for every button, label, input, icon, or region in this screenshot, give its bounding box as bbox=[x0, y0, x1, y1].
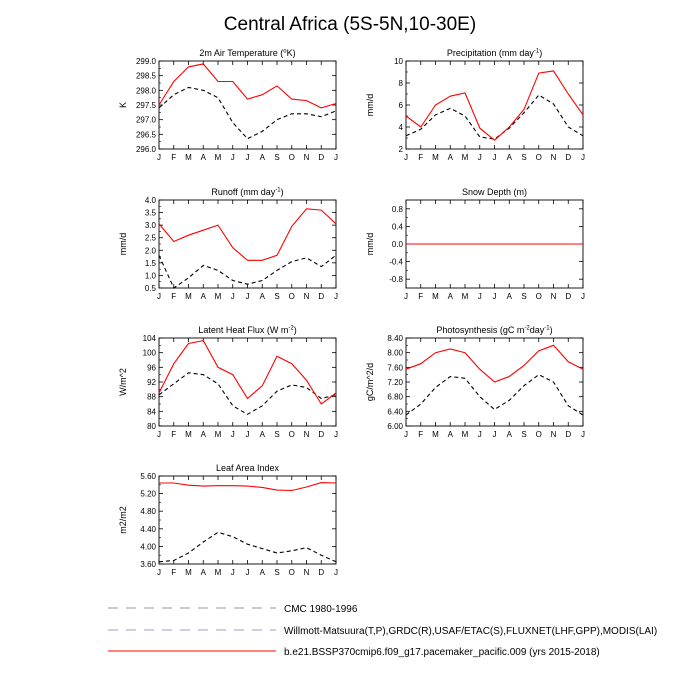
panel-title-part: -2 bbox=[524, 325, 530, 332]
ytick-label: 100 bbox=[142, 348, 156, 358]
xtick-label: O bbox=[288, 568, 295, 577]
xtick-label: F bbox=[171, 153, 177, 162]
xtick-label: J bbox=[581, 153, 585, 162]
series-line-model bbox=[406, 345, 583, 382]
ytick-label: 2.0 bbox=[144, 246, 156, 256]
ylabel: m2/m2 bbox=[118, 506, 128, 534]
xtick-label: J bbox=[230, 153, 235, 162]
xtick-label: N bbox=[550, 292, 557, 301]
ytick-label: 3.5 bbox=[144, 208, 156, 218]
panel-title-part: ) bbox=[539, 48, 543, 58]
xtick-label: A bbox=[506, 430, 512, 439]
ytick-label: 0.8 bbox=[391, 204, 403, 214]
ytick-label: 299.0 bbox=[135, 57, 156, 66]
xtick-label: S bbox=[521, 153, 527, 162]
ytick-label: 4.80 bbox=[140, 507, 156, 517]
xtick-label: O bbox=[535, 430, 542, 439]
xtick-label: O bbox=[288, 292, 295, 301]
series-line-model bbox=[159, 483, 336, 491]
xtick-label: A bbox=[259, 430, 265, 439]
ytick-label: 296.5 bbox=[135, 130, 156, 140]
xtick-label: D bbox=[318, 430, 325, 439]
xtick-label: O bbox=[288, 153, 295, 162]
xtick-label: J bbox=[157, 153, 161, 162]
xtick-label: D bbox=[318, 292, 325, 301]
xtick-label: A bbox=[200, 292, 206, 301]
legend-label: CMC 1980-1996 bbox=[284, 604, 358, 615]
panel-1 bbox=[365, 48, 585, 162]
panel-title-part: -1 bbox=[544, 325, 550, 332]
xtick-label: S bbox=[274, 153, 280, 162]
xtick-label: J bbox=[245, 568, 250, 577]
series-line-model bbox=[406, 71, 583, 140]
xtick-label: F bbox=[418, 153, 424, 162]
panel-title-part: Photosynthesis (gC m bbox=[436, 325, 525, 335]
series-line-obs bbox=[159, 532, 336, 562]
panel-title bbox=[447, 48, 542, 58]
ytick-label: 1.5 bbox=[144, 258, 156, 268]
xtick-label: M bbox=[214, 430, 222, 439]
xtick-label: O bbox=[288, 430, 295, 439]
ylabel: K bbox=[118, 101, 128, 109]
plot-frame bbox=[406, 61, 583, 149]
xtick-label: J bbox=[492, 430, 497, 439]
xtick-label: N bbox=[303, 153, 310, 162]
series-line-obs bbox=[406, 375, 583, 415]
ytick-label: 10 bbox=[394, 57, 403, 66]
panel-title bbox=[436, 325, 552, 335]
xtick-label: S bbox=[521, 292, 527, 301]
ytick-label: 4.40 bbox=[140, 524, 156, 534]
xtick-label: A bbox=[447, 292, 453, 301]
ytick-label: 0.5 bbox=[144, 284, 156, 293]
ytick-label: 88 bbox=[147, 392, 156, 402]
ylabel: mm/d bbox=[365, 93, 375, 117]
xtick-label: D bbox=[565, 292, 572, 301]
xtick-label: J bbox=[477, 430, 482, 439]
ytick-label: 7.60 bbox=[387, 363, 403, 373]
panel-title bbox=[216, 463, 280, 473]
xtick-label: J bbox=[245, 430, 250, 439]
xtick-label: J bbox=[230, 568, 235, 577]
series-line-model bbox=[159, 209, 336, 260]
xtick-label: J bbox=[245, 292, 250, 301]
panel-title-part: Snow Depth (m) bbox=[461, 187, 528, 197]
series-line-obs bbox=[159, 87, 336, 138]
ytick-label: 96 bbox=[147, 363, 156, 373]
xtick-label: M bbox=[185, 568, 192, 577]
ytick-label: 298.0 bbox=[135, 86, 156, 96]
xtick-label: D bbox=[318, 153, 325, 162]
xtick-label: M bbox=[461, 430, 469, 439]
series-line-model bbox=[159, 341, 336, 404]
xtick-label: J bbox=[334, 153, 338, 162]
xtick-label: J bbox=[404, 292, 408, 301]
panels bbox=[118, 48, 585, 577]
xtick-label: F bbox=[418, 430, 424, 439]
ytick-label: -0.4 bbox=[389, 257, 403, 267]
ytick-label: 298.5 bbox=[135, 71, 156, 81]
panel-title-part: -1 bbox=[275, 187, 281, 194]
panel-title-part: o bbox=[283, 48, 287, 55]
ytick-label: 4.0 bbox=[144, 196, 156, 205]
xtick-label: A bbox=[259, 568, 265, 577]
xtick-label: S bbox=[274, 568, 280, 577]
ytick-label: 5.60 bbox=[140, 472, 156, 481]
panel-title-part: ) bbox=[293, 325, 297, 335]
xtick-label: F bbox=[171, 292, 177, 301]
legend bbox=[108, 604, 657, 658]
xtick-label: M bbox=[185, 153, 192, 162]
xtick-label: J bbox=[581, 292, 585, 301]
xtick-label: O bbox=[535, 153, 542, 162]
xtick-label: A bbox=[200, 568, 206, 577]
panel-2 bbox=[118, 187, 338, 301]
xtick-label: A bbox=[506, 292, 512, 301]
panel-5 bbox=[365, 325, 585, 439]
panel-title-part: ) bbox=[549, 325, 553, 335]
panel-0 bbox=[118, 48, 338, 162]
panel-title-part: Runoff (mm day bbox=[211, 187, 276, 197]
plot-frame bbox=[159, 61, 336, 149]
xtick-label: M bbox=[185, 292, 192, 301]
ytick-label: 6.00 bbox=[387, 422, 403, 431]
ytick-label: 0.0 bbox=[391, 240, 403, 249]
ytick-label: 104 bbox=[142, 334, 156, 343]
xtick-label: N bbox=[303, 568, 310, 577]
xtick-label: F bbox=[171, 430, 177, 439]
ytick-label: 80 bbox=[147, 422, 156, 431]
legend-label: b.e21.BSSP370cmip6.f09_g17.pacemaker_pacific.009 (yrs 2015-2018) bbox=[284, 647, 600, 658]
series-line-obs bbox=[406, 95, 583, 139]
xtick-label: J bbox=[477, 292, 482, 301]
panel-title bbox=[462, 187, 527, 197]
xtick-label: A bbox=[259, 153, 265, 162]
xtick-label: A bbox=[200, 153, 206, 162]
xtick-label: J bbox=[477, 153, 482, 162]
ytick-label: 0.4 bbox=[391, 222, 403, 232]
xtick-label: S bbox=[521, 430, 527, 439]
xtick-label: N bbox=[550, 153, 557, 162]
ytick-label: 8.00 bbox=[387, 348, 403, 358]
xtick-label: M bbox=[432, 292, 439, 301]
panel-title-part: 2m Air Temperature ( bbox=[199, 48, 284, 58]
ytick-label: 2.5 bbox=[144, 233, 156, 243]
xtick-label: J bbox=[157, 568, 161, 577]
xtick-label: A bbox=[447, 430, 453, 439]
ylabel: mm/d bbox=[118, 232, 128, 256]
ytick-label: 4.00 bbox=[140, 542, 156, 552]
ytick-label: 3.0 bbox=[144, 221, 156, 231]
ylabel: gC/m^2/d bbox=[365, 362, 375, 402]
ytick-label: 2 bbox=[398, 145, 403, 154]
ytick-label: 6.80 bbox=[387, 392, 403, 402]
ytick-label: 4 bbox=[398, 123, 403, 132]
plot-frame bbox=[159, 200, 336, 288]
xtick-label: J bbox=[157, 292, 161, 301]
xtick-label: J bbox=[404, 430, 408, 439]
panel-title-part: -1 bbox=[533, 48, 540, 55]
panel-title-part: Latent Heat Flux (W m bbox=[198, 325, 289, 335]
panel-3 bbox=[365, 187, 585, 301]
panel-title-part: day bbox=[529, 325, 545, 335]
xtick-label: J bbox=[230, 292, 235, 301]
xtick-label: M bbox=[432, 430, 439, 439]
panel-title bbox=[198, 325, 296, 335]
xtick-label: J bbox=[581, 430, 585, 439]
series-line-obs bbox=[159, 373, 336, 415]
ytick-label: 296.0 bbox=[135, 145, 156, 154]
xtick-label: J bbox=[334, 292, 338, 301]
ytick-label: 1.0 bbox=[144, 271, 156, 281]
xtick-label: A bbox=[259, 292, 265, 301]
xtick-label: J bbox=[334, 430, 338, 439]
xtick-label: J bbox=[230, 430, 235, 439]
ytick-label: -0.8 bbox=[389, 275, 403, 285]
xtick-label: N bbox=[303, 292, 310, 301]
panel-6 bbox=[118, 463, 338, 577]
xtick-label: D bbox=[565, 153, 572, 162]
xtick-label: F bbox=[171, 568, 177, 577]
ytick-label: 8.40 bbox=[387, 334, 403, 343]
ylabel: W/m^2 bbox=[118, 368, 128, 396]
xtick-label: J bbox=[492, 153, 497, 162]
xtick-label: M bbox=[214, 292, 222, 301]
xtick-label: D bbox=[318, 568, 325, 577]
xtick-label: M bbox=[432, 153, 439, 162]
xtick-label: A bbox=[506, 153, 512, 162]
xtick-label: M bbox=[214, 153, 222, 162]
ytick-label: 8 bbox=[398, 79, 403, 88]
xtick-label: D bbox=[565, 430, 572, 439]
plot-frame bbox=[159, 476, 336, 564]
ytick-label: 84 bbox=[147, 407, 156, 417]
xtick-label: M bbox=[461, 292, 469, 301]
ytick-label: 3.60 bbox=[140, 560, 156, 569]
ytick-label: 297.5 bbox=[135, 101, 156, 110]
xtick-label: J bbox=[157, 430, 161, 439]
xtick-label: M bbox=[185, 430, 192, 439]
xtick-label: J bbox=[492, 292, 497, 301]
panel-title-part: ) bbox=[280, 187, 284, 197]
xtick-label: N bbox=[550, 430, 557, 439]
panel-title bbox=[211, 187, 283, 197]
xtick-label: M bbox=[461, 153, 469, 162]
legend-label: Willmott-Matsuura(T,P),GRDC(R),USAF/ETAC(S),FLUXNET(LHF,GPP),MODIS(LAI) bbox=[284, 626, 658, 637]
ytick-label: 7.20 bbox=[387, 378, 403, 387]
xtick-label: J bbox=[245, 153, 250, 162]
figure-title: Central Africa (5S-5N,10-30E) bbox=[223, 14, 477, 35]
xtick-label: S bbox=[274, 430, 280, 439]
panel-title-part: Leaf Area Index bbox=[215, 463, 280, 473]
ylabel: mm/d bbox=[365, 232, 375, 256]
ytick-label: 5.20 bbox=[140, 489, 156, 499]
xtick-label: A bbox=[447, 153, 453, 162]
xtick-label: F bbox=[418, 292, 424, 301]
xtick-label: J bbox=[404, 153, 408, 162]
ytick-label: 6.40 bbox=[387, 407, 403, 417]
series-line-model bbox=[159, 64, 336, 108]
panel-title-part: Precipitation (mm day bbox=[446, 48, 534, 58]
xtick-label: S bbox=[274, 292, 280, 301]
xtick-label: O bbox=[535, 292, 542, 301]
ytick-label: 92 bbox=[147, 378, 156, 387]
xtick-label: A bbox=[200, 430, 206, 439]
xtick-label: J bbox=[334, 568, 338, 577]
panel-4 bbox=[118, 325, 338, 439]
xtick-label: M bbox=[214, 568, 222, 577]
panel-title-part: -2 bbox=[288, 325, 294, 332]
panel-title-part: K) bbox=[286, 48, 296, 58]
ytick-label: 6 bbox=[398, 101, 403, 110]
panel-title bbox=[199, 48, 295, 58]
xtick-label: N bbox=[303, 430, 310, 439]
plot-frame bbox=[159, 338, 336, 426]
ytick-label: 297.0 bbox=[135, 115, 156, 125]
